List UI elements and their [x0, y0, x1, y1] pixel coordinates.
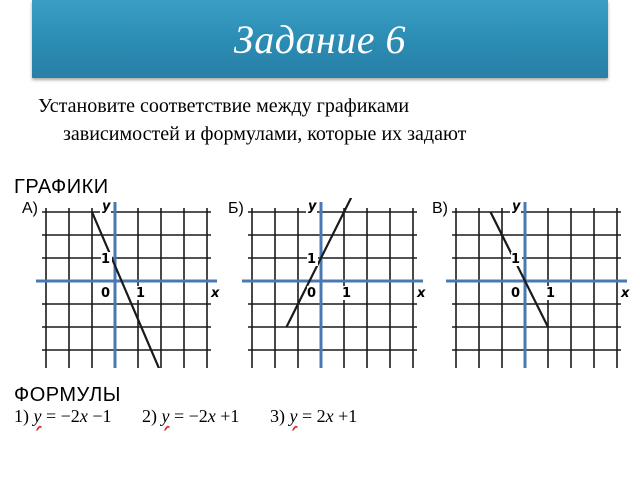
formula-number: 2) — [141, 406, 157, 426]
formulas-heading: ФОРМУЛЫ — [14, 384, 121, 406]
graphs-heading: ГРАФИКИ — [14, 176, 109, 198]
graph-label: Б) — [228, 200, 244, 217]
graph-c-svg — [432, 198, 640, 368]
formula-rest: +1 — [333, 406, 358, 426]
formula-lhs: y — [289, 406, 298, 426]
x-unit-label: 1 — [342, 286, 352, 301]
formula-rest: −1 — [87, 406, 112, 426]
formula-lhs: y — [161, 406, 170, 426]
task-line-2: зависимостей и формулами, которые их задают — [63, 123, 467, 145]
x-unit-label: 1 — [136, 286, 146, 301]
formula-lhs: y — [33, 406, 42, 426]
formula-var: x — [207, 406, 216, 426]
graph-b-svg — [228, 198, 438, 368]
origin-label: 0 — [100, 286, 110, 301]
formula-number: 1) — [14, 406, 29, 426]
graph-label: В) — [432, 200, 448, 217]
formula-var: x — [79, 406, 88, 426]
graph-a — [22, 198, 232, 368]
origin-label: 0 — [510, 286, 520, 301]
formula-list — [14, 406, 383, 427]
x-axis-label: x — [621, 286, 630, 301]
formula-rest: +1 — [215, 406, 240, 426]
formula-3 — [270, 406, 357, 427]
graph-label: А) — [22, 200, 38, 217]
y-unit-label: 1 — [100, 252, 110, 267]
graph-a-svg — [22, 198, 232, 368]
graph-c — [432, 198, 640, 368]
formula-number: 3) — [269, 406, 285, 426]
x-unit-label: 1 — [546, 286, 556, 301]
formula-2 — [142, 406, 239, 427]
x-axis-label: x — [211, 286, 220, 301]
formula-mid: = −2 — [41, 406, 80, 426]
function-line — [491, 212, 549, 327]
formula-var: x — [325, 406, 334, 426]
task-line-1: Установите соответствие между графиками — [38, 95, 410, 117]
y-axis-label: y — [308, 199, 317, 214]
y-axis-label: y — [102, 199, 111, 214]
x-axis-label: x — [417, 286, 426, 301]
y-unit-label: 1 — [510, 252, 520, 267]
slide-title-bar — [32, 0, 608, 78]
graph-b — [228, 198, 438, 368]
y-axis-label: y — [512, 199, 521, 214]
y-unit-label: 1 — [306, 252, 316, 267]
formula-1 — [14, 406, 111, 427]
task-description — [38, 92, 598, 148]
formula-mid: = −2 — [169, 406, 208, 426]
origin-label: 0 — [306, 286, 316, 301]
formula-mid: = 2 — [297, 406, 326, 426]
slide-title: Задание 6 — [233, 16, 407, 62]
